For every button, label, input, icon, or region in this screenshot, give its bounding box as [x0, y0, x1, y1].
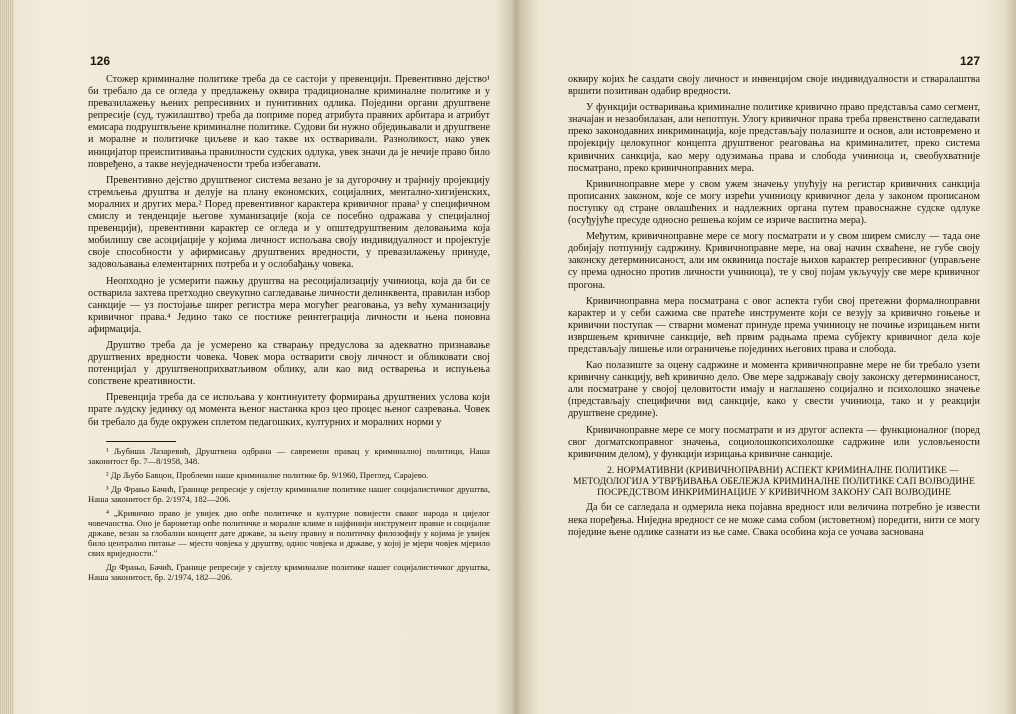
footnote: Др Фрањо, Бачић, Границе репресије у свјетлу криминалне политике нашег социјалистичког друштва, Наша законитост, бр. 2/1974, 182—206.	[88, 561, 490, 582]
right-page-body	[568, 74, 980, 543]
left-page-body	[88, 74, 490, 586]
paragraph: Превенција треба да се испољава у континуитету формирања друштвених услова који прате људску јединку од момента њеног настанка кроз цео процес њеног сазревања. Човек би требало да буде окружен сплетом педагошких, културних и моралних норми у	[88, 392, 490, 428]
footnote: ¹ Љубиша Лазаревић, Друштвена одбрана — савремени правац у криминалној политици, Наша законитост бр. 7—8/1958, 348.	[88, 445, 490, 466]
paragraph: Међутим, кривичноправне мере се могу посматрати и у свом ширем смислу — тада оне добијају потпунију садржину. Кривичноправне мере, на овај начин схваћене, не губе своју законску детерминисаност, али им оквиница постаје њихов карактер репресивног (управљене су према односно против личности учиниоца), те у свој појам укључују све мере кривичног прогона.	[568, 231, 980, 291]
page-edges	[0, 0, 14, 714]
paragraph: Друштво треба да је усмерено ка стварању предуслова за адекватно признавање друштвених вредности човека. Човек мора остварити своју личност и обликовати свој потенцијал у друштвенoприхватљивом облику, али као вид остварења и испуњења сопствене креативности.	[88, 339, 490, 388]
left-page	[24, 0, 504, 714]
page-number: 126	[90, 54, 111, 68]
footnote-rule	[106, 441, 176, 442]
footnote: ³ Др Фрањо Бачић, Границе репресије у свјетлу криминалне политике нашег социјалистичког друштва, Наша законитост бр. 2/1974, 182—206.	[88, 483, 490, 504]
section-heading: 2. НОРМАТИВНИ (КРИВИЧНОПРАВНИ) АСПЕКТ КРИМИНАЛНЕ ПОЛИТИКЕ — МЕТОДОЛОГИЈА УТВРЂИВАЊА ОБЕЛЕЖЈА КРИМИНАЛНЕ ПОЛИТИКЕ САП ВОЈВОДИНЕ ПОСРЕДСТВОМ ИНКРИМИНАЦИЈЕ У КРИВИЧНОМ ЗАКОНУ САП ВОЈВОДИНЕ	[573, 464, 975, 499]
paragraph: Кривичноправне мере у свом ужем значењу упућују на регистар кривичних санкција прописаних законом, које се могу изрећи учиниоцу кривичног дела у законом прописаном поступку од стране овлашћених и надлежних органа путем правоснажне судске одлуке (осуђујуће пресуде односно решења којим се изриче васпитна мера).	[568, 178, 980, 227]
paragraph: Превентивно дејство друштвеног система везано је за дугорочну и трајнију пројекцију стремљења друштва и делује на плану економских, социјалних, ментално-хигијенских, моралних и других мера.² Поред превентивног карактера кривичног права³ у специфичном смислу и тенденције његове хуманизације (која се посебно одражава у специјалној превенцији), превентивни карактер се огледа и у општедруштвеним деловањима која мобилишу све асоцијације у којима личност испољава своју индивидуалност и пројектује своје способности у афирмисању друштвених вредности, у превазилажењу принуде, задовољавања елементарних потреба и у ослобађању човека.	[88, 174, 490, 271]
paragraph: Кривичноправна мера посматрана с овог аспекта губи свој претежни формалноправни карактер и у себи сажима све пратеће инструменте који се везују за кривично гоњење и кривични поступак — стварни моменат принуде према учиниоцу не почиње изрицањем нити извршењем кривичне санкције, већ првим радњама према субјекту кривичног дела које представљају лишење или ограничење појединих његових права и слобода.	[568, 295, 980, 355]
page-number: 127	[959, 54, 980, 68]
paragraph: Неопходно је усмерити пажњу друштва на ресоцијализацију учиниоца, која да би се остварила захтева претходно свеукупно сагледавање личности делинквента, правилан избор санкције — уз постојање ширег регистра мера могућег реаговања, уз већу хуманизацију кривичног права.⁴ Једино тако се постиже реинтеграција личности и њена поновна афирмација.	[88, 275, 490, 335]
paragraph: Као полазиште за оцену садржине и момента кривичноправне мере не би требало узети кривичну санкцију, већ кривично дело. Ове мере задржавају своју законску детерминисаност, али посматране у својој целовитости имају и наглашено социјално и психолошко значење (представљају специфични вид санкције, како у свести учиниоца, тако и у реакцији друштвене средине).	[568, 360, 980, 420]
paragraph: оквиру којих ће саздати своју личност и инвенцијом своје индивидуалности и стваралаштва вршити позитиван одабир вредности.	[568, 74, 980, 98]
footnote: ⁴ „Кривично право је увијек дио опће политичке и културне повијести сваког народа и цијелог човечанства. Оно је барометар опће политичке и моралне климе и најфинији инструмент правне и социјалне државе, везан за глобални концепт дате државе, за њену правну и политичку филозофију у којима је увијек било централно питање — мјесто човјека у друштву, однос човјека и државе, у којој је мјери човјек мјерило свих вриједности."	[88, 507, 490, 558]
paragraph: Стожер криминалне политике треба да се састоји у превенцији. Превентивно дејство¹ би требало да се огледа у предлажењу оквира традиционалне криминалне политике и у превазилажењу њених репресивних и пунитивних одлика. Поједини органи друштвене репресије (суд, тужилаштво) треба да попримe поред атрибута правних арбитара и атрибут емисара подруштвљене криминалне политике. Судови би нужно обједињавали и друштвене и моралне и политичке циљеве и као такве их остваривали. Разноликост, иако увек иницијатор преиспитивања правилности судских одлука, увек значи да је нечије право било повређено, а такве неуједначености треба избегавати.	[88, 74, 490, 170]
paragraph: Да би се сагледала и одмерила нека појавна вредност или величина потребно је извести нека поређења. Ниједна вредност се не може сама собом (истоветном) поредити, нити се могу појединe њене одлике сазнати из ње саме. Свака особина која се уочава заснована	[568, 502, 980, 538]
right-page	[532, 0, 1002, 714]
footnote: ² Др Љубо Бавцон, Проблеми наше криминалне политике бр. 9/1960, Преглед, Сарајево.	[106, 469, 429, 480]
paragraph: Кривичноправне мере се могу посматрати и из другог аспекта — функционалног (поред свог догматскоправног значења, социолошкопсихолошке садржине или условљености кривичним делом), у функцији изрицања кривичне санкције.	[568, 424, 980, 460]
paragraph: У функцији остваривања криминалне политике кривично право представља само сегмент, значајан и незаобилазан, али непотпун. Улогу кривичног права треба првенствено сагледавати преко законодавних инкриминација, које представљају полазиште и основ, али истовремено и пројекцију целокупног концепта друштвеног реаговања на криминалитет, преко система кривичних санкција, као меру одузимања права и слобода учиниоца и, свеобухватније посматрано, преко кривичноправних мера.	[568, 102, 980, 174]
